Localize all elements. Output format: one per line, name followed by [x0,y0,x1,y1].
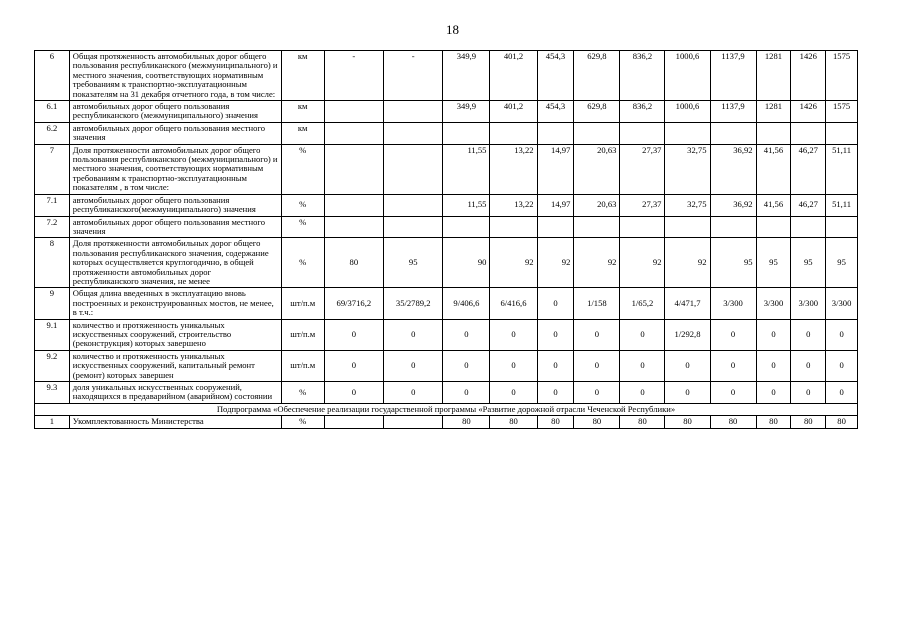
indicator-name: Общая длина введенных в эксплуатацию вновь построенных и реконструированных мостов, не менее, в т.ч.: [69,288,281,319]
value-cell [384,122,443,144]
value-cell: 35/2789,2 [384,288,443,319]
value-cell [324,101,383,123]
value-cell [826,216,858,238]
value-cell [384,101,443,123]
table-row [35,288,858,319]
value-cell [826,122,858,144]
value-cell: 95 [791,238,826,288]
value-cell: 1/158 [574,288,620,319]
table-row [35,350,858,381]
value-cell: 92 [665,238,710,288]
value-cell: 41,56 [756,144,791,194]
value-cell: 6/416,6 [490,288,537,319]
value-cell: 41,56 [756,194,791,216]
table-row [35,51,858,101]
value-cell: 1575 [826,51,858,101]
row-number: 1 [35,416,70,428]
value-cell: 51,11 [826,144,858,194]
value-cell: 36,92 [710,144,756,194]
value-cell: 3/300 [826,288,858,319]
value-cell [443,122,490,144]
value-cell [490,122,537,144]
value-cell [384,216,443,238]
value-cell [384,194,443,216]
value-cell: 11,55 [443,194,490,216]
value-cell: 4/471,7 [665,288,710,319]
table-body [35,51,858,429]
table-row [35,238,858,288]
value-cell: 0 [537,350,574,381]
value-cell: 1000,6 [665,101,710,123]
indicator-name: Укомплектованность Министерства [69,416,281,428]
value-cell: 0 [443,350,490,381]
value-cell [537,216,574,238]
value-cell: 0 [756,350,791,381]
unit-cell: шт/п.м [281,288,324,319]
row-number: 7.1 [35,194,70,216]
value-cell [756,216,791,238]
table-row [35,101,858,123]
value-cell: 46,27 [791,144,826,194]
value-cell [324,416,383,428]
value-cell: 349,9 [443,51,490,101]
unit-cell: шт/п.м [281,319,324,350]
value-cell: 0 [620,382,665,404]
value-cell: 92 [537,238,574,288]
value-cell: 454,3 [537,101,574,123]
value-cell [665,122,710,144]
row-number: 9.2 [35,350,70,381]
value-cell [620,122,665,144]
value-cell: 629,8 [574,51,620,101]
value-cell [756,122,791,144]
value-cell: 0 [620,350,665,381]
value-cell: 0 [756,319,791,350]
value-cell: 0 [324,382,383,404]
value-cell: 0 [826,319,858,350]
value-cell: 46,27 [791,194,826,216]
value-cell: 401,2 [490,101,537,123]
value-cell: 3/300 [756,288,791,319]
value-cell: 0 [443,319,490,350]
value-cell: 0 [710,382,756,404]
value-cell [490,216,537,238]
value-cell: 0 [574,350,620,381]
value-cell: 0 [710,319,756,350]
value-cell: 92 [620,238,665,288]
value-cell: 80 [443,416,490,428]
value-cell: 92 [490,238,537,288]
value-cell: 836,2 [620,51,665,101]
value-cell: 14,97 [537,194,574,216]
value-cell [384,144,443,194]
unit-cell: % [281,216,324,238]
table-row [35,382,858,404]
value-cell: 454,3 [537,51,574,101]
table-row [35,216,858,238]
value-cell: 0 [826,382,858,404]
row-number: 6.1 [35,101,70,123]
value-cell: 0 [665,350,710,381]
value-cell: 0 [490,350,537,381]
unit-cell: км [281,51,324,101]
value-cell: 349,9 [443,101,490,123]
value-cell: 80 [791,416,826,428]
indicator-name: доля уникальных искусственных сооружений, находящихся в предаварийном (аварийном) состоянии [69,382,281,404]
value-cell: 629,8 [574,101,620,123]
value-cell: 27,37 [620,194,665,216]
value-cell [324,194,383,216]
value-cell [574,122,620,144]
value-cell: 69/3716,2 [324,288,383,319]
value-cell: 0 [537,288,574,319]
unit-cell: км [281,101,324,123]
value-cell [791,122,826,144]
value-cell: 0 [384,319,443,350]
indicator-name: Общая протяженность автомобильных дорог общего пользования республиканского (межмуниципального) и местного значения, соответствующих нормативным требованиям к транспортно-эксплуатационным показателям на 31 декабря отчетного года, в том числе: [69,51,281,101]
value-cell [620,216,665,238]
value-cell: 836,2 [620,101,665,123]
value-cell: 95 [710,238,756,288]
unit-cell: % [281,144,324,194]
unit-cell: % [281,238,324,288]
value-cell: 1426 [791,51,826,101]
row-number: 9.3 [35,382,70,404]
value-cell: 32,75 [665,144,710,194]
indicator-name: количество и протяженность уникальных искусственных сооружений, строительство (реконструкция) которых завершено [69,319,281,350]
value-cell: 0 [384,382,443,404]
value-cell: 1281 [756,101,791,123]
value-cell: 0 [537,319,574,350]
table-row [35,144,858,194]
indicator-name: автомобильных дорог общего пользования республиканского(межмуниципального) значения [69,194,281,216]
value-cell: 80 [710,416,756,428]
value-cell: 0 [620,319,665,350]
indicators-table [34,50,858,429]
value-cell: 0 [324,350,383,381]
value-cell: 80 [490,416,537,428]
value-cell: 0 [490,319,537,350]
page-number: 18 [446,22,459,37]
value-cell: 1426 [791,101,826,123]
value-cell: 80 [574,416,620,428]
value-cell: 80 [537,416,574,428]
value-cell: 80 [826,416,858,428]
unit-cell: % [281,416,324,428]
value-cell: 13,22 [490,144,537,194]
value-cell: 1137,9 [710,101,756,123]
indicator-name: автомобильных дорог общего пользования местного значения [69,216,281,238]
value-cell: 51,11 [826,194,858,216]
value-cell: 80 [665,416,710,428]
value-cell: 0 [756,382,791,404]
value-cell: 0 [574,319,620,350]
value-cell: - [324,51,383,101]
value-cell [710,216,756,238]
table-row [35,194,858,216]
value-cell: 0 [490,382,537,404]
indicator-name: автомобильных дорог общего пользования республиканского (межмуниципального) значения [69,101,281,123]
value-cell: 20,63 [574,144,620,194]
table-row [35,416,858,428]
value-cell: 27,37 [620,144,665,194]
row-number: 7 [35,144,70,194]
value-cell: 95 [384,238,443,288]
value-cell: 11,55 [443,144,490,194]
value-cell [324,216,383,238]
value-cell: 1/292,8 [665,319,710,350]
value-cell: 14,97 [537,144,574,194]
value-cell: 80 [620,416,665,428]
value-cell: 0 [537,382,574,404]
value-cell [324,144,383,194]
value-cell: 92 [574,238,620,288]
value-cell: 1281 [756,51,791,101]
unit-cell: % [281,382,324,404]
value-cell: 36,92 [710,194,756,216]
value-cell: 1575 [826,101,858,123]
value-cell [574,216,620,238]
row-number: 8 [35,238,70,288]
table-row [35,122,858,144]
unit-cell: шт/п.м [281,350,324,381]
value-cell: 0 [826,350,858,381]
value-cell [443,216,490,238]
value-cell: 401,2 [490,51,537,101]
value-cell: 1000,6 [665,51,710,101]
value-cell: 0 [665,382,710,404]
value-cell: 1137,9 [710,51,756,101]
value-cell [384,416,443,428]
row-number: 9 [35,288,70,319]
value-cell: 0 [384,350,443,381]
value-cell: 1/65,2 [620,288,665,319]
value-cell: 0 [791,350,826,381]
value-cell [537,122,574,144]
value-cell [791,216,826,238]
table-row [35,319,858,350]
indicator-name: количество и протяженность уникальных искусственных сооружений, капитальный ремонт (ремонт) которых завершен [69,350,281,381]
value-cell: 80 [324,238,383,288]
row-number: 6.2 [35,122,70,144]
value-cell: 3/300 [791,288,826,319]
row-number: 9.1 [35,319,70,350]
indicator-name: Доля протяженности автомобильных дорог общего пользования республиканского (межмуниципального) и местного значения, соответствующих нормативным требованиям к транспортно-эксплуатационным показателям , в том числе: [69,144,281,194]
value-cell: 20,63 [574,194,620,216]
row-number: 6 [35,51,70,101]
value-cell: 0 [791,319,826,350]
value-cell: 3/300 [710,288,756,319]
indicator-name: автомобильных дорог общего пользования местного значения [69,122,281,144]
value-cell [324,122,383,144]
value-cell: 32,75 [665,194,710,216]
value-cell: 13,22 [490,194,537,216]
value-cell: - [384,51,443,101]
value-cell: 95 [826,238,858,288]
unit-cell: км [281,122,324,144]
value-cell: 9/406,6 [443,288,490,319]
subprogram-row [35,403,858,415]
subprogram-title: Подпрограмма «Обеспечение реализации государственной программы «Развитие дорожной отрасли Чеченской Республики» [35,403,858,415]
value-cell: 95 [756,238,791,288]
value-cell [665,216,710,238]
value-cell: 80 [756,416,791,428]
value-cell: 0 [574,382,620,404]
value-cell: 90 [443,238,490,288]
value-cell: 0 [443,382,490,404]
unit-cell: % [281,194,324,216]
value-cell: 0 [791,382,826,404]
row-number: 7.2 [35,216,70,238]
value-cell: 0 [324,319,383,350]
value-cell [710,122,756,144]
indicator-name: Доля протяженности автомобильных дорог общего пользования республиканского значения, содержание которых осуществляется круглогодично, в общей протяженности автомобильных дорог республиканского значения, не менее [69,238,281,288]
value-cell: 0 [710,350,756,381]
